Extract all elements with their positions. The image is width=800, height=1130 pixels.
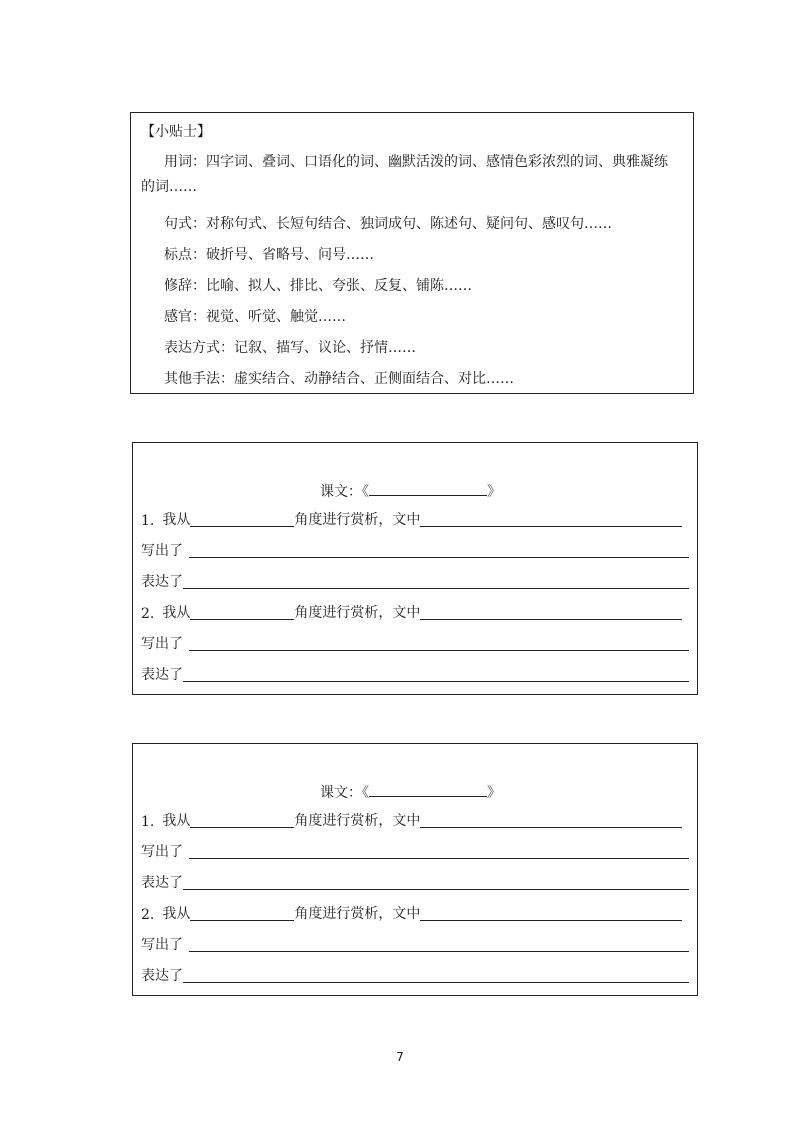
form-title: 课文：《 》	[320, 481, 501, 501]
tip-expression-mode: 表达方式：记叙、描写、议论、抒情……	[164, 340, 416, 356]
tip-rhetoric: 修辞：比喻、拟人、排比、夸张、反复、铺陈……	[164, 278, 472, 294]
q2-row: 2. 我从 角度进行赏析，文中	[141, 903, 682, 923]
q1-text-blank[interactable]	[420, 811, 682, 828]
tip-word-usage: 用词：四字词、叠词、口语化的词、幽默活泼的词、感情色彩浓烈的词、典雅凝练的词……	[141, 154, 668, 195]
q1-expressed-blank[interactable]	[183, 572, 689, 589]
q1-expressed-row: 表达了	[141, 872, 689, 892]
q2-expressed-blank[interactable]	[183, 966, 689, 983]
tip-senses: 感官：视觉、听觉、触觉……	[164, 309, 346, 325]
q2-expressed-row: 表达了	[141, 965, 689, 985]
q1-wrote-row: 写出了	[141, 540, 689, 560]
q1-expressed-blank[interactable]	[183, 873, 689, 890]
q2-angle-blank[interactable]	[190, 904, 294, 921]
q2-wrote-blank[interactable]	[189, 634, 689, 651]
q1-wrote-row: 写出了	[141, 841, 689, 861]
tips-box	[130, 112, 694, 394]
q1-wrote-blank[interactable]	[189, 842, 689, 859]
text-title-blank[interactable]	[369, 481, 487, 496]
q2-wrote-row: 写出了	[141, 934, 689, 954]
q1-expressed-row: 表达了	[141, 571, 689, 591]
q1-row: 1. 我从 角度进行赏析，文中	[141, 509, 682, 529]
q1-angle-blank[interactable]	[190, 510, 294, 527]
text-title-blank[interactable]	[369, 782, 487, 797]
q2-expressed-row: 表达了	[141, 664, 689, 684]
tip-other-techniques: 其他手法：虚实结合、动静结合、正侧面结合、对比……	[164, 371, 514, 387]
analysis-form-2	[132, 743, 698, 996]
q2-wrote-row: 写出了	[141, 633, 689, 653]
q1-angle-blank[interactable]	[190, 811, 294, 828]
tip-sentence-pattern: 句式：对称句式、长短句结合、独词成句、陈述句、疑问句、感叹句……	[164, 216, 612, 232]
q2-row: 2. 我从 角度进行赏析，文中	[141, 602, 682, 622]
q2-wrote-blank[interactable]	[189, 935, 689, 952]
q2-expressed-blank[interactable]	[183, 665, 689, 682]
tips-title: 【小贴士】	[141, 124, 211, 140]
tip-punctuation: 标点：破折号、省略号、问号……	[164, 247, 374, 263]
q2-text-blank[interactable]	[420, 904, 682, 921]
q1-text-blank[interactable]	[420, 510, 682, 527]
q1-wrote-blank[interactable]	[189, 541, 689, 558]
q2-text-blank[interactable]	[420, 603, 682, 620]
q1-row: 1. 我从 角度进行赏析，文中	[141, 810, 682, 830]
page-number: 7	[396, 1050, 404, 1064]
analysis-form-1	[132, 442, 698, 695]
q2-angle-blank[interactable]	[190, 603, 294, 620]
form-title: 课文：《 》	[320, 782, 501, 802]
